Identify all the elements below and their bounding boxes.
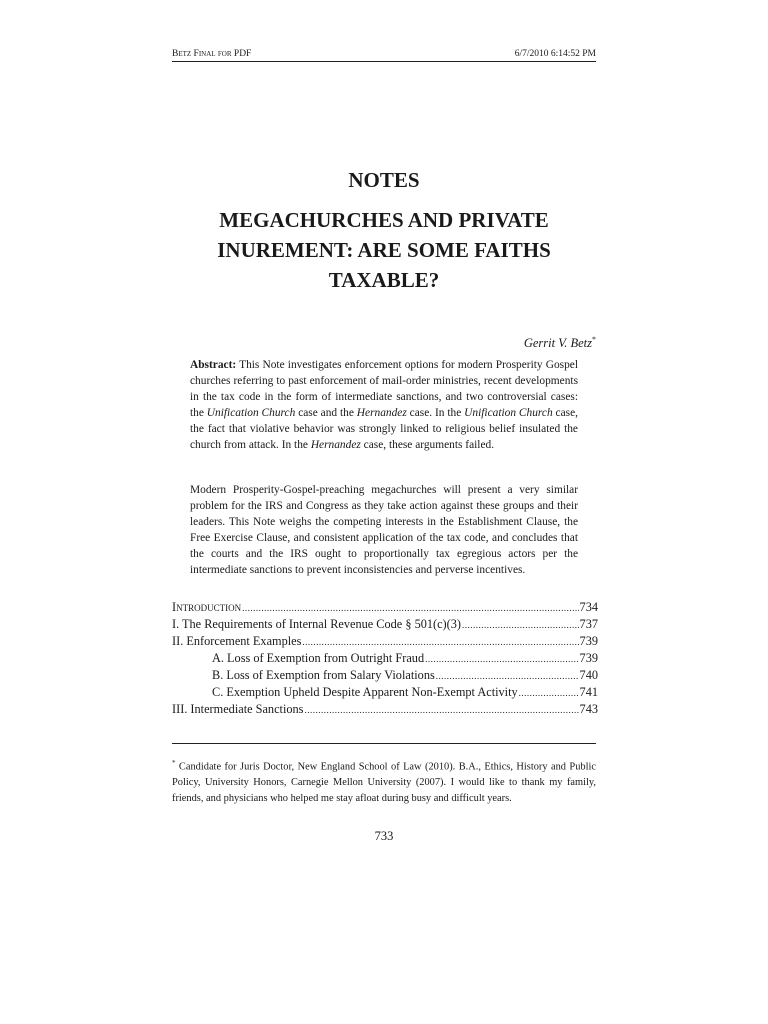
abstract-case-4: Hernandez: [310, 439, 361, 451]
toc-page-number: 734: [579, 600, 598, 614]
abstract-case-3: Unification Church: [464, 407, 553, 419]
toc-entry-label: II. Enforcement Examples: [172, 634, 302, 648]
toc-leader-dots: [242, 600, 578, 616]
article-title: MEGACHURCHES AND PRIVATE INUREMENT: ARE SOME FAITHS TAXABLE?: [217, 208, 551, 292]
toc-page-number: 737: [579, 617, 598, 631]
toc-page-number: 740: [579, 668, 598, 682]
toc-entry-requirements[interactable]: [172, 616, 598, 633]
toc-entry-exemption-upheld[interactable]: [172, 684, 598, 701]
running-header: [172, 48, 596, 62]
toc-entry-label: Introduction: [172, 600, 242, 614]
summary-paragraph: Modern Prosperity-Gospel-preaching megachurches will present a very similar problem for the IRS and Congress as they take action against these groups and their leaders. This Note weighs the competing interests in the Establishment Clause, the Free Exercise Clause, and consistent application of the tax code, and concludes that the courts and the IRS ought to proportionally tax egregious actors per the intermediate sanctions to prevent inconsistencies and perverse incentives.: [190, 484, 578, 576]
abstract-label: Abstract:: [190, 359, 237, 371]
author-line: [524, 335, 596, 351]
toc-entry-intermediate-sanctions[interactable]: [172, 701, 598, 718]
toc-leader-dots: [302, 634, 578, 650]
section-label: NOTES: [348, 168, 420, 192]
abstract-text-3: case. In the: [406, 407, 465, 419]
toc-leader-dots: [436, 668, 579, 684]
author-footnote-marker: *: [592, 335, 596, 344]
toc-page-number: 741: [579, 685, 598, 699]
author-name: Gerrit V. Betz: [523, 336, 592, 351]
abstract-text-1: This Note investigates enforcement options for modern Prosperity Gospel churches referring to past enforcement of mail-order ministries, recent developments in the tax code in the form of intermediate sanctions, and two controversial cases: the: [190, 359, 578, 419]
toc-page-number: 739: [579, 651, 598, 665]
footnote-text: Candidate for Juris Doctor, New England School of Law (2010). B.A., Ethics, History and Public Policy, University Honors, Carnegie Mellon University (2007). I would like to thank my family, friends, and physicians who helped me stay afloat during busy and difficult years.: [172, 761, 596, 805]
toc-leader-dots: [425, 651, 578, 667]
toc-entry-salary-violations[interactable]: [172, 667, 598, 684]
toc-entry-label: I. The Requirements of Internal Revenue Code § 501(c)(3): [172, 617, 461, 631]
toc-entry-label: III. Intermediate Sanctions: [172, 702, 304, 716]
abstract-case-2: Hernandez: [356, 407, 407, 419]
footnote-divider: [172, 743, 596, 744]
toc-leader-dots: [462, 617, 579, 633]
footnote: [172, 755, 596, 807]
toc-page-number: 739: [579, 634, 598, 648]
toc-leader-dots: [304, 702, 578, 718]
toc-entry-enforcement-examples[interactable]: [172, 633, 598, 650]
abstract-text-5: case, these arguments failed.: [360, 439, 495, 451]
toc-leader-dots: [519, 685, 579, 701]
toc-entry-outright-fraud[interactable]: [172, 650, 598, 667]
header-file-label: Betz Final for PDF: [172, 49, 252, 59]
abstract-text-2: case and the: [295, 407, 357, 419]
header-timestamp: 6/7/2010 6:14:52 PM: [514, 49, 596, 59]
page-number: 733: [374, 829, 394, 843]
toc-entry-label: B. Loss of Exemption from Salary Violations: [212, 668, 435, 682]
footnote-marker: *: [172, 759, 176, 767]
abstract-case-1: Unification Church: [206, 407, 296, 419]
toc-entry-label: A. Loss of Exemption from Outright Fraud: [212, 651, 425, 665]
toc-entry-introduction[interactable]: [172, 599, 598, 616]
abstract-paragraph: [190, 357, 578, 453]
table-of-contents: [172, 599, 598, 718]
toc-entry-label: C. Exemption Upheld Despite Apparent Non-Exempt Activity: [212, 685, 518, 699]
toc-page-number: 743: [579, 702, 598, 716]
abstract-text-4: case, the fact that violative behavior was strongly linked to religious belief insulated the church from attack. In the: [190, 407, 578, 451]
